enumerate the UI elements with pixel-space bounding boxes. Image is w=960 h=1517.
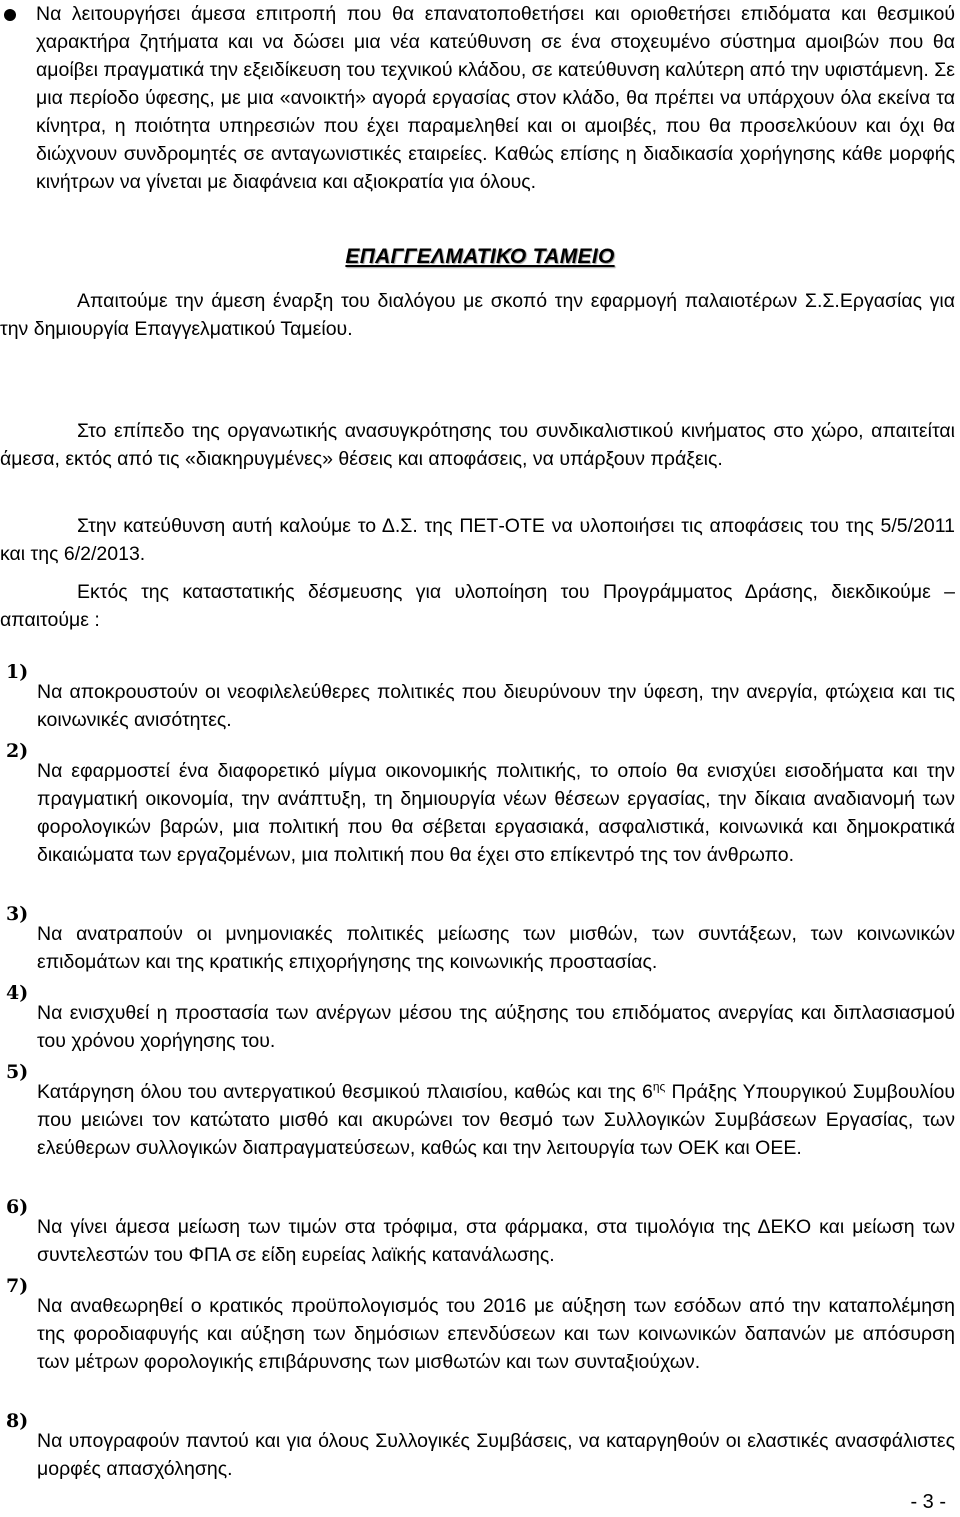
list-item [0,1407,955,1502]
item-text: Να ανατραπούν οι μνημονιακές πολιτικές μείωσης των μισθών, των συντάξεων, των κοινωνικών επιδομάτων και της κρατικής επιχορήγησης της κοινωνικής προστασίας. [37,922,955,973]
org-paragraph-block [0,417,955,473]
item-number: 7) [6,1275,29,1297]
fund-paragraph: Απαιτούμε την άμεση έναρξη του διαλόγου με σκοπό την εφαρμογή παλαιοτέρων Σ.Σ.Εργασίας για την δημιουργία Επαγγελματικού Ταμείου. [0,290,955,340]
demands-paragraph: Εκτός της καταστατικής δέσμευσης για υλοποίηση του Προγράμματος Δράσης, διεκδικούμε – απαιτούμε : [0,581,955,631]
item-text-before: Κατάργηση όλου του αντεργατικού θεσμικού πλαισίου, καθώς και της 6 [37,1080,653,1103]
item-text: Να ενισχυθεί η προστασία των ανέργων μέσου της αύξησης του επιδόματος ανεργίας και διπλασιασμού του χρόνου χορήγησης του. [37,1001,955,1052]
direction-paragraph: Στην κατεύθυνση αυτή καλούμε το Δ.Σ. της ΠΕΤ-ΟΤΕ να υλοποιήσει τις αποφάσεις του της 5/5/2011 και της 6/2/2013. [0,515,955,565]
item-text: Να εφαρμοστεί ένα διαφορετικό μίγμα οικονομικής πολιτικής, το οποίο θα ενισχύει εισοδήματα και την πραγματική οικονομία, την ανάπτυξη, τη δημιουργία νέων θέσεων εργασίας, την δίκαια αναδιανομή των φορολογικών βαρών, μια πολιτική που θα σέβεται εργασιακά, ασφαλιστικά, κοινωνικά και δημοκρατικά δικαιώματα των εργαζομένων, μια πολιτική που θα έχει στο επίκεντρό της τον άνθρωπο. [37,759,955,866]
page-number: - 3 - [910,1491,946,1513]
bullet-icon [4,9,16,21]
item-text [37,1078,955,1162]
bullet-part-3: Καθώς επίσης η διαδικασία χορήγησης κάθε μορφής κινήτρων να γίνεται με διαφάνεια και αξιοκρατία για όλους. [36,143,955,193]
item-number: 1) [6,661,29,683]
item-text: Να αποκρουστούν οι νεοφιλελεύθερες πολιτικές που διευρύνουν την ύφεση, την ανεργία, φτώχεια και τις κοινωνικές ανισότητες. [37,680,955,731]
demands-paragraph-block [0,578,955,634]
org-paragraph: Στο επίπεδο της οργανωτικής ανασυγκρότησης του συνδικαλιστικού κινήματος στο χώρο, απαιτείται άμεσα, εκτός από τις «διακηρυγμένες» θέσεις και αποφάσεις, να υπάρξουν πράξεις. [0,420,955,470]
list-item [0,1272,955,1395]
item-number: 6) [6,1196,29,1218]
bullet-paragraph [0,0,955,196]
bullet-paragraph-text [36,0,955,196]
item-number: 3) [6,903,29,925]
list-item [0,1058,955,1181]
item-text-after: Πράξης Υπουργικού Συμβουλίου που μειώνει τον κατώτατο μισθό και ακυρώνει τον θεσμό των Συλλογικών Συμβάσεων Εργασίας, των ελεύθερων συλλογικών διαπραγματεύσεων, καθώς και την λειτουργία των ΟΕΚ και ΟΕΕ. [37,1080,955,1159]
item-number: 2) [6,740,29,762]
direction-paragraph-block [0,512,955,568]
fund-paragraph-block [0,287,955,343]
superscript: ης [652,1079,666,1093]
item-number: 5) [6,1061,29,1083]
item-text: Να αναθεωρηθεί ο κρατικός προϋπολογισμός του 2016 με αύξηση των εσόδων από την καταπολέμηση της φοροδιαφυγής και αύξηση των δημόσιων επενδύσεων και των κοινωνικών δαπανών με απόσυρση των μέτρων φορολογικής επιβάρυνσης των μισθωτών και των συνταξιούχων. [37,1294,955,1373]
item-number: 8) [6,1410,29,1432]
item-text: Να γίνει άμεσα μείωση των τιμών στα τρόφιμα, στα φάρμακα, στα τιμολόγια της ΔΕΚΟ και μείωση των συντελεστών του ΦΠΑ σε είδη ευρείας λαϊκής κατανάλωσης. [37,1215,955,1266]
list-item [0,737,955,888]
item-number: 4) [6,982,29,1004]
section-heading: ΕΠΑΓΓΕΛΜΑΤΙΚΟ ΤΑΜΕΙΟ [345,245,615,268]
bullet-part-1: Να λειτουργήσει άμεσα επιτροπή που θα επανατοποθετήσει και οριοθετήσει επιδόματα και θεσμικού χαρακτήρα ζητήματα και να δώσει μια νέα κατεύθυνση σε ένα στοχευμένο σύστημα αμοιβών που θα αμοίβει πραγματικά την εξειδίκευση του τεχνικού κλάδου, σε κατεύθυνση καλύτερη από την υφιστάμενη. [36,3,955,81]
bullet-part-2: Σε μια περίοδο ύφεσης, με μια «ανοικτή» αγορά εργασίας στον κλάδο, θα πρέπει να υπάρχουν όλα εκείνα τα κίνητρα, η ποιότητα υπηρεσιών που έχει παραμεληθεί και οι αμοιβές, που θα προσελκύουν και όχι θα διώχνουν συνδρομητές σε ανταγωνιστικές εταιρείες. [36,59,955,165]
item-text: Να υπογραφούν παντού και για όλους Συλλογικές Συμβάσεις, να καταργηθούν οι ελαστικές ανασφάλιστες μορφές απασχόλησης. [37,1429,955,1480]
